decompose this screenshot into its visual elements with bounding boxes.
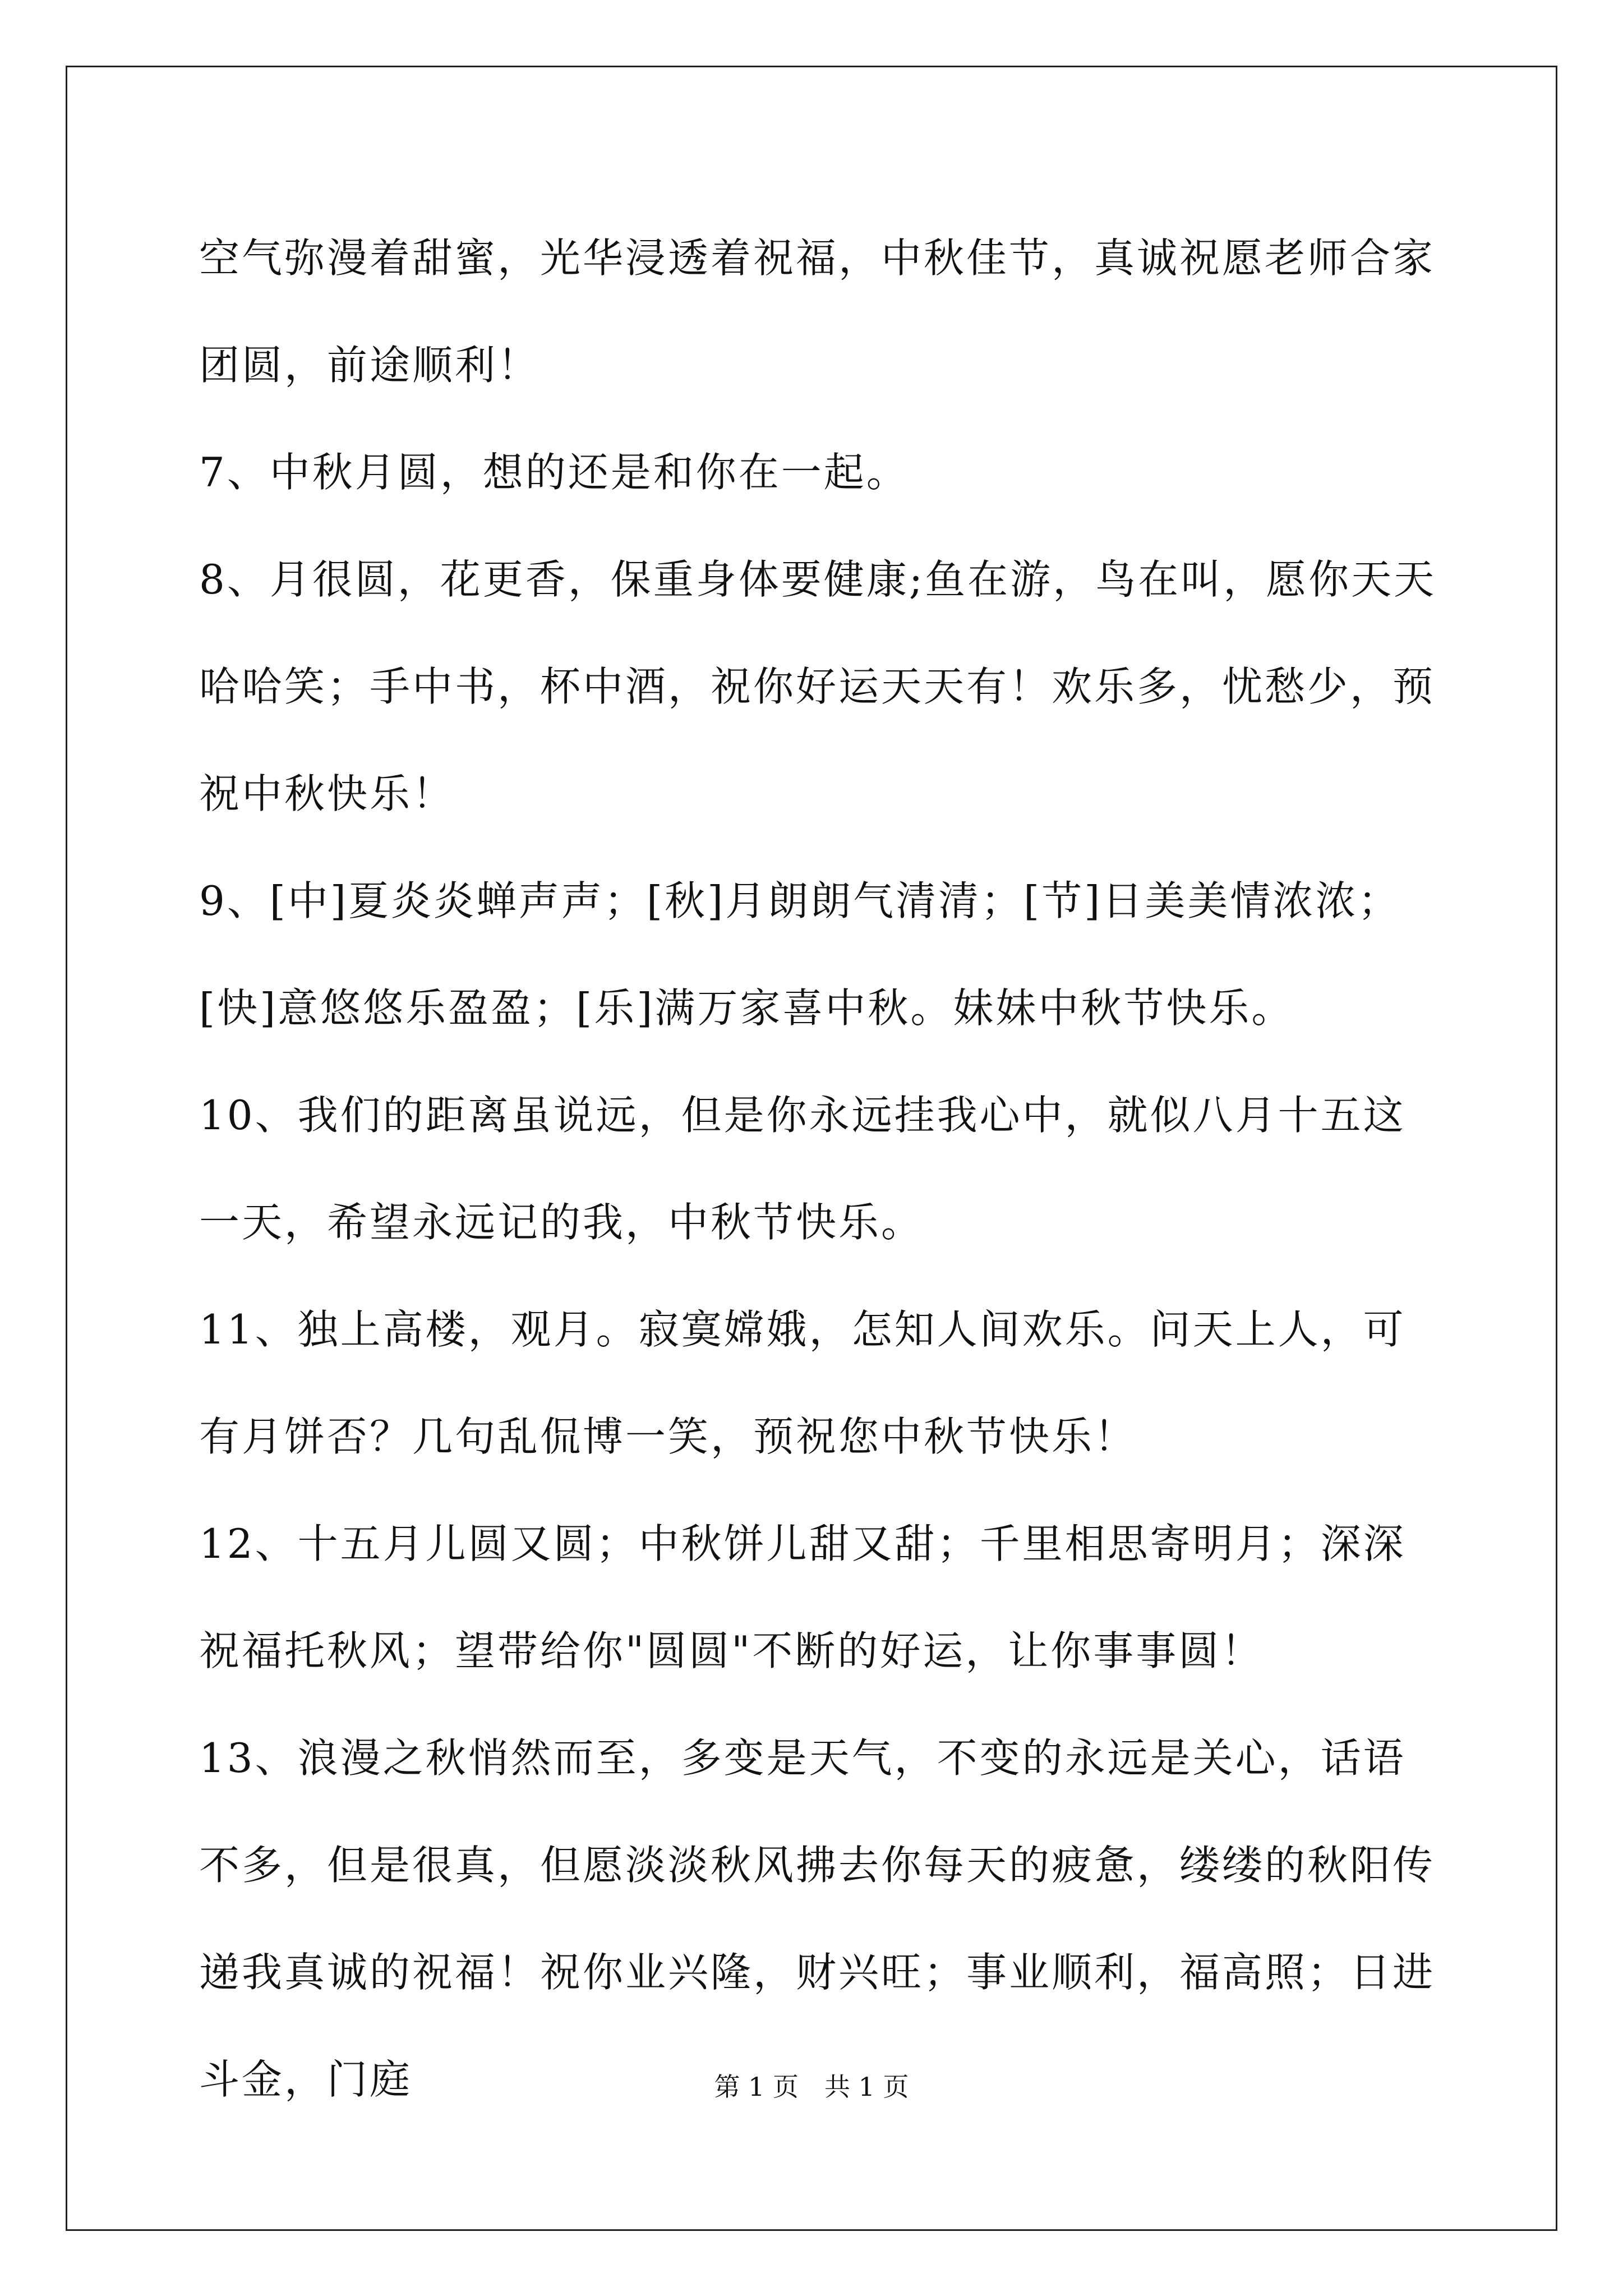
paragraph: 空气弥漫着甜蜜，光华浸透着祝福，中秋佳节，真诚祝愿老师合家团圆，前途顺利！: [199, 234, 1436, 389]
paragraph: 9、[中]夏炎炎蝉声声；[秋]月朗朗气清清；[节]日美美情浓浓；[快]意悠悠乐盈盈；[乐]满万家喜中秋。妹妹中秋节快乐。: [199, 877, 1401, 1032]
document-body: [199, 205, 1444, 2133]
page-number-footer: 第 1 页 共 1 页: [714, 2072, 909, 2102]
paragraph: 8、月很圆，花更香，保重身体要健康;鱼在游，鸟在叫，愿你天天哈哈笑；手中书，杯中酒，祝你好运天天有！欢乐多，忧愁少，预祝中秋快乐！: [199, 556, 1437, 817]
paragraph: 11、独上高楼，观月。寂寞嫦娥，怎知人间欢乐。问天上人，可有月饼否？几句乱侃博一笑，预祝您中秋节快乐！: [199, 1306, 1406, 1460]
paragraph: 10、我们的距离虽说远，但是你永远挂我心中，就似八月十五这一天，希望永远记的我，中秋节快乐。: [199, 1092, 1406, 1246]
paragraph: 13、浪漫之秋悄然而至，多变是天气，不变的永远是关心，话语不多，但是很真，但愿淡淡秋风拂去你每天的疲惫，缕缕的秋阳传递我真诚的祝福！祝你业兴隆，财兴旺；事业顺利，福高照；日进斗金，门庭: [199, 1734, 1436, 2103]
paragraph: 12、十五月儿圆又圆；中秋饼儿甜又甜；千里相思寄明月；深深祝福托秋风；望带给你"圆圆"不断的好运，让你事事圆！: [199, 1520, 1406, 1674]
paragraph: 7、中秋月圆，想的还是和你在一起。: [199, 449, 909, 496]
